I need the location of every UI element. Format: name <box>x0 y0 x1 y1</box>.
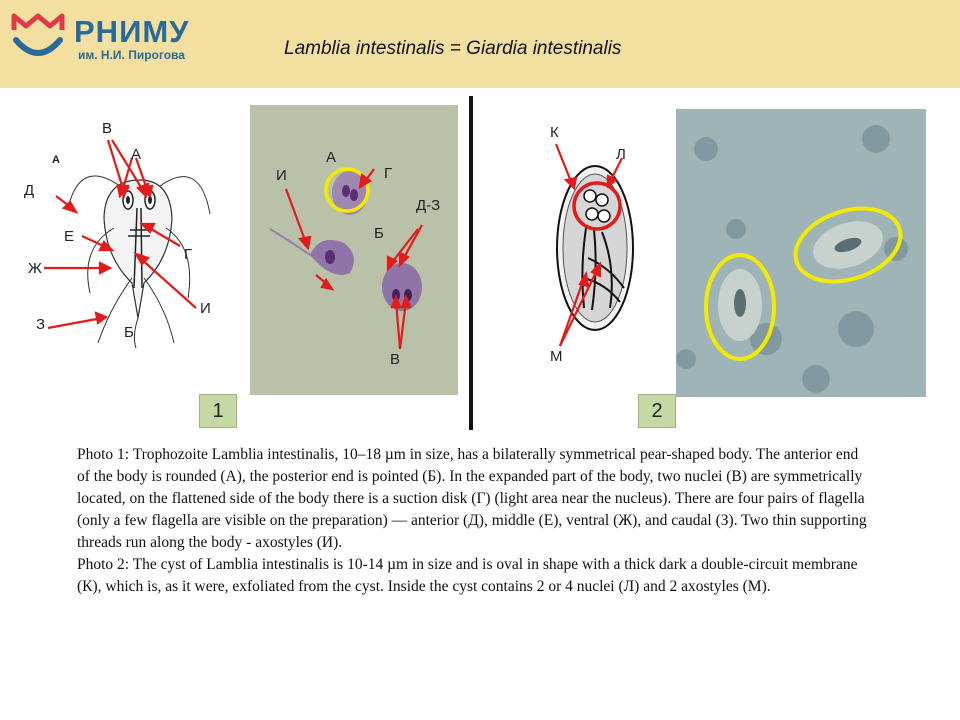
logo-subtitle: им. Н.И. Пирогова <box>78 48 185 62</box>
label-b: Б <box>124 324 134 341</box>
logo-emblem-icon <box>10 8 70 66</box>
caption-photo2: Photo 2: The cyst of Lamblia intestinalis is 10-14 µm in size and is oval in shape with a thick dark a double-circuit membrane (К), which is, as it were, exfoliated from the cyst. Inside the cyst contains 2 or 4 nuclei (Л) and 2 axostyles (М). <box>77 556 858 595</box>
caption-text <box>77 444 867 598</box>
trophozoite-photo <box>250 105 458 395</box>
photo1-label-b: Б <box>374 225 384 242</box>
photo1-label-v: В <box>390 351 401 368</box>
cyst-label-m: М <box>550 348 563 365</box>
cyst-drawing <box>540 118 658 374</box>
cyst-label-l: Л <box>616 146 626 163</box>
label-a: А <box>131 146 142 163</box>
photo1-label-g: Г <box>384 165 393 182</box>
label-z: З <box>36 316 46 333</box>
label-i: И <box>200 300 211 317</box>
caption-photo1: Photo 1: Trophozoite Lamblia intestinalis, 10–18 µm in size, has a bilaterally symmetrical pear-shaped body. The anterior end of the body is rounded (А), the posterior end is pointed (Б). In the expanded part of the body, two nuclei (В) are symmetrically located, on the flattened side of the body there is a suction disk (Г) (light area near the nucleus). There are four pairs of flagella (only a few flagella are visible on the preparation) — anterior (Д), middle (Е), ventral (Ж), and caudal (З). Two thin supporting threads run along the body - axostyles (И). <box>77 446 867 551</box>
photo1-label-dz: Д-З <box>416 197 441 214</box>
cyst-micrograph <box>676 109 926 397</box>
page-title: Lamblia intestinalis = Giardia intestinalis <box>284 38 622 59</box>
university-logo <box>10 8 210 68</box>
label-g: Г <box>184 246 193 263</box>
label-zh: Ж <box>28 260 42 277</box>
trophozoite-drawing <box>20 118 230 348</box>
cyst-diagram <box>540 118 658 374</box>
logo-name: РНИМУ <box>74 14 190 49</box>
photo1-label-a: А <box>326 149 337 166</box>
header-bar <box>0 0 960 88</box>
label-d: Д <box>24 182 35 199</box>
label-e: Е <box>64 228 75 245</box>
photo-number-badge: 1 <box>199 394 237 428</box>
photo-number-badge: 2 <box>638 394 676 428</box>
trophozoite-diagram <box>20 118 230 348</box>
label-v: В <box>102 120 113 137</box>
label-a-small: A <box>52 154 60 166</box>
trophozoite-micrograph <box>250 105 458 395</box>
cyst-label-k: К <box>550 124 559 141</box>
photo1-label-i: И <box>276 167 287 184</box>
section-divider <box>469 96 473 430</box>
cyst-photo <box>676 109 926 397</box>
